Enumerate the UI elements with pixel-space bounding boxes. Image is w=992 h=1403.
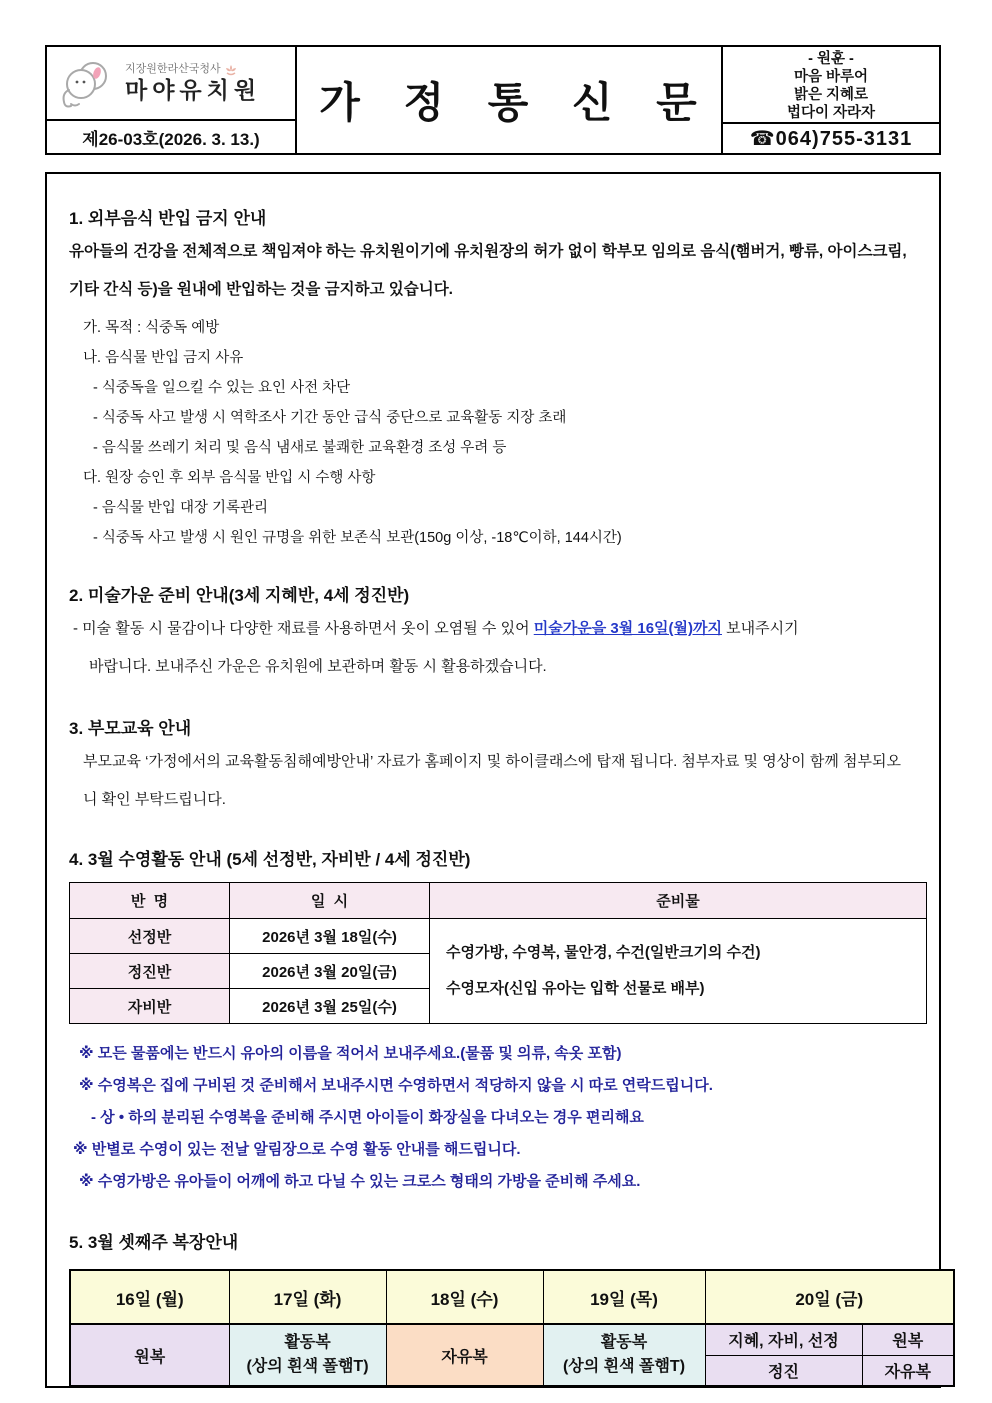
list-item: - 식중독 사고 발생 시 역학조사 기간 동안 급식 중단으로 교육활동 지장 초래 — [93, 410, 567, 426]
logo-text — [125, 63, 261, 104]
class-name-cell: 선정반 — [70, 919, 230, 954]
note-line: ※ 반별로 수영이 있는 전날 알림장으로 수영 활동 안내를 해드립니다. — [73, 1141, 521, 1158]
dress-label: 활동복 — [600, 1334, 648, 1351]
section2-line1 — [69, 610, 917, 648]
date-cell: 2026년 3월 25일(수) — [230, 989, 430, 1024]
note-line: ※ 수영복은 집에 구비된 것 준비해서 보내주시면 수영하면서 적당하지 않을 시 따로 연락드립니다. — [79, 1077, 713, 1094]
dress-body-row — [70, 1324, 954, 1355]
list-item: - 식중독을 일으킬 수 있는 요인 사전 차단 — [93, 380, 351, 396]
dress-label: (상의 흰색 폴햄T) — [246, 1358, 369, 1375]
header-band — [45, 45, 941, 155]
section1-intro: 유아들의 건강을 전체적으로 책임져야 하는 유치원이기에 유치원장의 허가 없이 학부모 임의로 음식(햄버거, 빵류, 아이스크림, 기타 간식 등)을 원내에 반입하는 것을 금지하고 있습니다. — [69, 243, 907, 298]
day-header: 16일 (월) — [70, 1270, 229, 1324]
dress-wed-cell: 자유복 — [386, 1324, 543, 1386]
section2-text: 보내주시기 — [722, 620, 799, 637]
section4-title: 4. 3월 수영활동 안내 (5세 선정반, 자비반 / 4세 정진반) — [69, 850, 471, 869]
dress-thu-cell — [543, 1324, 705, 1386]
table-row — [70, 919, 927, 954]
dress-fri-classes-cell: 정진 — [705, 1355, 862, 1386]
date-cell: 2026년 3월 18일(수) — [230, 919, 430, 954]
class-name-cell: 자비반 — [70, 989, 230, 1024]
dress-code-table — [69, 1269, 955, 1387]
day-header: 18일 (수) — [386, 1270, 543, 1324]
dress-label: 활동복 — [284, 1334, 331, 1351]
list-item: 나. 음식물 반입 금지 사유 — [83, 350, 244, 366]
list-item: - 음식물 쓰레기 처리 및 음식 냄새로 불쾌한 교육환경 조성 우려 등 — [93, 440, 507, 456]
supplies-line: 수영모자(신입 유아는 입학 선물로 배부) — [446, 980, 705, 997]
dress-fri-outfit-cell: 원복 — [862, 1324, 954, 1355]
section3-title: 3. 부모교육 안내 — [69, 719, 192, 738]
list-item: 다. 원장 승인 후 외부 음식물 반입 시 수행 사항 — [83, 470, 376, 486]
section2-title: 2. 미술가운 준비 안내(3세 지혜반, 4세 정진반) — [69, 586, 410, 605]
note-line: - 상 • 하의 분리된 수영복을 준비해 주시면 아이들이 화장실을 다녀오는 경우 편리해요 — [91, 1109, 644, 1126]
section5-title: 5. 3월 셋째주 복장안내 — [69, 1233, 239, 1252]
section2-line2: 바랍니다. 보내주신 가운은 유치원에 보관하며 활동 시 활용하겠습니다. — [89, 658, 547, 675]
kindergarten-name: 마야유치원 — [125, 78, 262, 104]
date-cell: 2026년 3월 20일(금) — [230, 954, 430, 989]
swim-col-supplies: 준비물 — [430, 883, 927, 919]
list-item: - 음식물 반입 대장 기록관리 — [93, 500, 269, 516]
dress-tue-cell — [229, 1324, 386, 1386]
day-header: 19일 (목) — [543, 1270, 705, 1324]
swim-schedule-table — [69, 882, 927, 1024]
dress-fri-classes-cell: 지혜, 자비, 선정 — [705, 1324, 862, 1355]
list-item: 가. 목적 : 식중독 예방 — [83, 320, 220, 336]
swim-col-date: 일 시 — [230, 883, 430, 919]
motto-line: 밝은 지혜로 — [793, 87, 869, 103]
motto-line: 마음 바루어 — [793, 69, 869, 85]
header-left-cell — [47, 47, 297, 153]
section1-items — [69, 313, 917, 553]
motto-line: 법다이 자라자 — [786, 105, 876, 121]
class-name-cell: 정진반 — [70, 954, 230, 989]
day-header: 20일 (금) — [705, 1270, 954, 1324]
swim-notes — [69, 1038, 917, 1198]
dress-header-row — [70, 1270, 954, 1324]
dress-label: (상의 흰색 폴햄T) — [562, 1358, 686, 1375]
org-subtitle-text: 지장원한라산국청사 — [125, 63, 221, 76]
motto-title: - 원훈 - — [808, 51, 854, 67]
deadline-highlight: 미술가운을 3월 16일(월)까지 — [533, 620, 722, 637]
swim-col-class: 반 명 — [70, 883, 230, 919]
issue-number: 제26-03호(2026. 3. 13.) — [47, 119, 295, 153]
org-subtitle — [125, 63, 261, 76]
supplies-line: 수영가방, 수영복, 물안경, 수건(일반크기의 수건) — [446, 944, 761, 961]
lotus-icon — [224, 64, 238, 76]
logo-block — [47, 47, 295, 119]
content-box — [45, 172, 941, 1388]
note-line: ※ 수영가방은 유아들이 어깨에 하고 다닐 수 있는 크로스 형태의 가방을 준비해 주세요. — [79, 1173, 641, 1190]
supplies-cell — [430, 919, 927, 1024]
note-line: ※ 모든 물품에는 반드시 유아의 이름을 적어서 보내주세요.(물품 및 의류, 속옷 포함) — [79, 1045, 622, 1062]
header-right-cell — [721, 47, 939, 153]
motto-block — [723, 47, 939, 124]
dress-fri-outfit-cell: 자유복 — [862, 1355, 954, 1386]
day-header: 17일 (화) — [229, 1270, 386, 1324]
list-item: - 식중독 사고 발생 시 원인 규명을 위한 보존식 보관(150g 이상, -18℃이하, 144시간) — [93, 530, 622, 546]
newsletter-title: 가 정 통 신 문 — [319, 79, 713, 126]
swim-header-row — [70, 883, 927, 919]
dress-mon-cell: 원복 — [70, 1324, 229, 1386]
section3-text: 부모교육 ‘가정에서의 교육활동침해예방안내’ 자료가 홈페이지 및 하이클래스에 탑재 됩니다. 첨부자료 및 영상이 함께 첨부되오니 확인 부탁드립니다. — [83, 753, 901, 808]
elephant-logo-icon — [57, 56, 117, 112]
section2-text: - 미술 활동 시 물감이나 다양한 재료를 사용하면서 옷이 오염될 수 있어 — [73, 620, 534, 637]
section1-title: 1. 외부음식 반입 금지 안내 — [69, 209, 267, 228]
phone-number: ☎064)755-3131 — [749, 128, 913, 150]
